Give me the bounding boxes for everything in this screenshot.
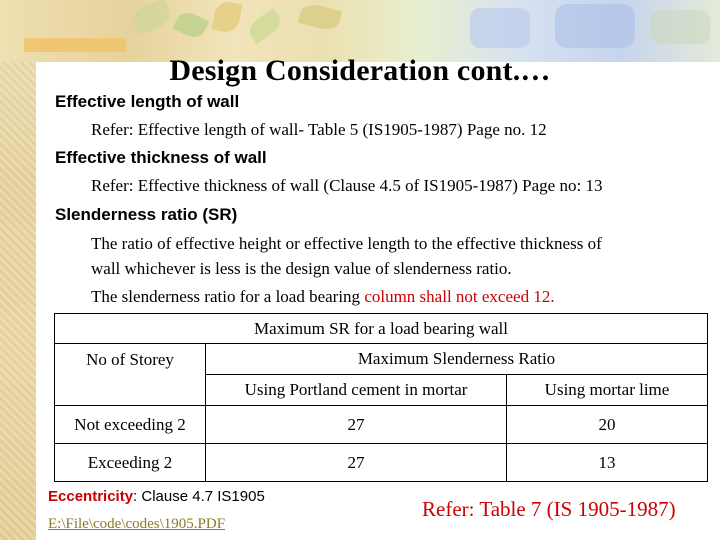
- refer-table-note: Refer: Table 7 (IS 1905-1987): [422, 497, 676, 521]
- text-slenderness-line3: [91, 287, 555, 307]
- leaf-decor: [212, 0, 243, 34]
- leaf-decor: [298, 1, 342, 33]
- eccentricity-text: : Clause 4.7 IS1905: [133, 488, 265, 505]
- row-1-lime: 20: [507, 406, 708, 444]
- text-slenderness-line2: wall whichever is less is the design value of slenderness ratio.: [91, 259, 512, 278]
- leaf-decor: [245, 8, 284, 44]
- heading-effective-thickness: Effective thickness of wall: [55, 148, 267, 167]
- row-2-portland: 27: [206, 444, 507, 482]
- leaf-decor: [173, 9, 209, 42]
- pdf-link[interactable]: E:\File\code\codes\1905.PDF: [48, 516, 226, 532]
- leaf-decor: [555, 4, 635, 48]
- text-slenderness-line3-red: column shall not exceed 12.: [364, 287, 555, 306]
- table-caption: Maximum SR for a load bearing wall: [55, 314, 708, 344]
- text-slenderness-line1: The ratio of effective height or effective length to the effective thickness of: [91, 234, 602, 253]
- row-2-lime: 13: [507, 444, 708, 482]
- heading-effective-length: Effective length of wall: [55, 92, 240, 111]
- text-effective-length: Refer: Effective length of wall- Table 5 (IS1905-1987) Page no. 12: [91, 120, 547, 139]
- eccentricity-label: Eccentricity: [48, 488, 134, 505]
- heading-slenderness: Slenderness ratio (SR): [55, 205, 238, 224]
- leaf-decor: [650, 10, 710, 44]
- col-header-storey: No of Storey: [55, 344, 206, 406]
- eccentricity-note: [48, 488, 265, 505]
- slenderness-table: [54, 313, 708, 482]
- row-1-storey: Not exceeding 2: [55, 406, 206, 444]
- row-1-portland: 27: [206, 406, 507, 444]
- text-effective-thickness: Refer: Effective thickness of wall (Clause 4.5 of IS1905-1987) Page no: 13: [91, 176, 603, 195]
- leaf-decor: [129, 0, 174, 36]
- sub-header-portland: Using Portland cement in mortar: [206, 375, 507, 406]
- sub-header-lime: Using mortar lime: [507, 375, 708, 406]
- col-header-group: Maximum Slenderness Ratio: [206, 344, 708, 375]
- top-banner: [0, 0, 720, 62]
- leaf-decor: [470, 8, 530, 48]
- row-2-storey: Exceeding 2: [55, 444, 206, 482]
- orange-tab-decor: [24, 38, 126, 52]
- text-slenderness-line3-prefix: The slenderness ratio for a load bearing: [91, 287, 365, 306]
- slide-title: Design Consideration cont.…: [169, 54, 551, 87]
